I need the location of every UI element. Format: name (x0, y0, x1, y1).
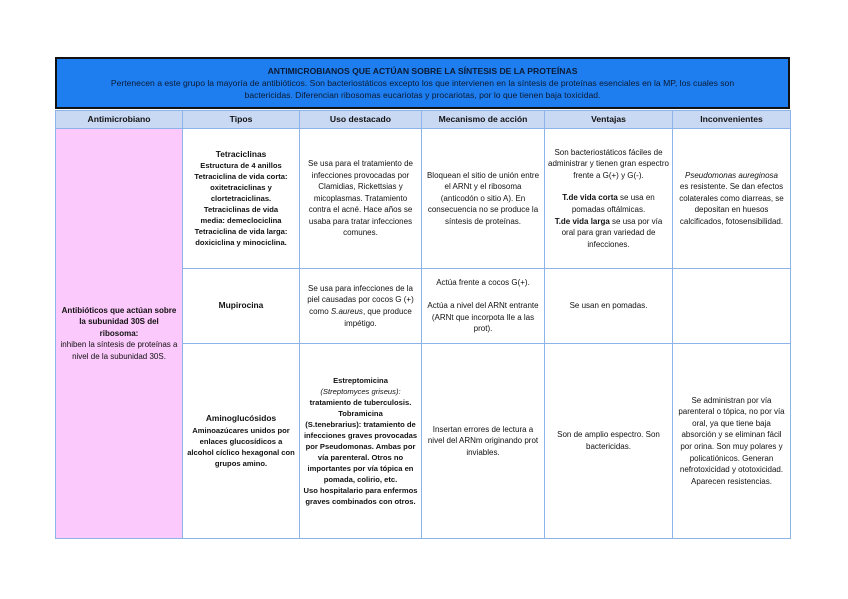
tipo-title: Tetraciclinas (215, 148, 267, 159)
banner-line-1: Pertenecen a este grupo la mayoría de antibióticos. Son bacteriostáticos excepto los que intervienen en la síntesis de proteínas esenciales en la MP, los cuales son (110, 78, 735, 88)
uso-text: (S.tenebrarius): tratamiento de infecciones graves provocadas por Pseudomonas. Ambas por vía parenteral. Otros no importantes por vía tópica en pomada, colirio, etc. (303, 420, 418, 484)
uso-cell (300, 344, 422, 539)
drug-name: Estreptomicina (333, 376, 388, 385)
header-uso: Uso destacado (300, 111, 422, 129)
tipo-line: Tetraciclina de vida larga: (194, 227, 288, 237)
tipos-cell (183, 129, 300, 269)
ventajas-bold: T.de vida corta (562, 193, 618, 203)
tipo-title: Mupirocina (218, 300, 264, 311)
tipo-line: Tetraciclina de vida corta: (194, 172, 288, 182)
header-inconvenientes: Inconvenientes (673, 111, 791, 129)
uso-text: Se usa para el tratamiento de infecciones provocadas por Clamidias, Rickettsias y micoplasmas. Tratamiento contra el acné. Hace años se usaba para tratar infecciones comunes. (308, 158, 413, 238)
ventajas-text: se usa por vía oral para gran variedad de infecciones. (561, 216, 663, 249)
title-banner (55, 57, 790, 109)
mecanismo-cell (422, 129, 545, 269)
group-desc: inhiben la síntesis de proteínas a nivel de la subunidad 30S. (60, 340, 178, 361)
antimicrobials-table (55, 110, 791, 539)
tipo-title: Aminoglucósidos (205, 413, 277, 424)
tipo-line: doxiciclina y minociclina. (195, 238, 287, 248)
mecanismo-cell (422, 269, 545, 344)
inconvenientes-text: es resistente. Se dan efectos colaterales como diarreas, se depositan en huesos calcificados, fotosensibilidad. (679, 182, 784, 226)
tipo-line: clortetraciclinas. (210, 194, 272, 204)
group-cell (56, 129, 183, 539)
header-tipos: Tipos (183, 111, 300, 129)
drug-name: Tobramicina (338, 409, 383, 418)
mecanismo-cell (422, 344, 545, 539)
inconvenientes-cell (673, 344, 791, 539)
organism-name: S.aureus (330, 307, 363, 316)
inconvenientes-cell (673, 129, 791, 269)
ventajas-text: Son bacteriostáticos fáciles de administrar y tienen gran espectro frente a G(+) y G(-). (548, 147, 669, 180)
mecanismo-text: Actúa a nivel del ARNt entrante (ARNt que incorpota Ile a las prot). (427, 300, 539, 334)
banner-line-2: bactericidas. Diferencian ribosomas eucariotas y procariotas, por lo que tienen baja toxicidad. (244, 90, 601, 100)
tipo-line: oxitetraciclinas y (210, 183, 272, 193)
organism-name: (Streptomyces griseus): (320, 387, 401, 396)
ventajas-text: se usa en pomadas oftálmicas. (571, 193, 655, 214)
ventajas-cell (545, 344, 673, 539)
uso-cell (300, 269, 422, 344)
ventajas-cell (545, 269, 673, 344)
banner-title: ANTIMICROBIANOS QUE ACTÚAN SOBRE LA SÍNTESIS DE LA PROTEÍNAS (267, 66, 578, 76)
tipos-cell (183, 344, 300, 539)
header-antimicrobiano: Antimicrobiano (56, 111, 183, 129)
table-row (56, 129, 791, 269)
mecanismo-text: Insertan errores de lectura a nivel del ARNm originando prot inviables. (427, 424, 539, 457)
inconvenientes-text: Se administran por vía parenteral o tópica, no por vía oral, ya que tiene baja absorción y se eliminan fácil por orina. Son muy polares y policatiónicos. Generan nefrotoxicidad y ototoxicidad. Aparecen resistencias. (678, 395, 785, 486)
ventajas-text: Son de amplio espectro. Son bactericidas. (557, 430, 660, 451)
mecanismo-text: Actúa frente a cocos G(+). (436, 278, 530, 288)
header-ventajas: Ventajas (545, 111, 673, 129)
group-title: Antibióticos que actúan sobre la subunidad 30S del ribosoma: (61, 305, 177, 338)
uso-text: Uso hospitalario para enfermos graves combinados con otros. (303, 486, 418, 506)
ventajas-bold: T.de vida larga (554, 216, 610, 226)
tipo-desc: Aminoazúcares unidos por enlaces glucosídicos a alcohol cíclico hexagonal con grupos amino. (187, 425, 295, 468)
tipo-line: media: demeclociclina (200, 216, 282, 226)
organism-name: Pseudomonas aureginosa (685, 170, 778, 180)
ventajas-text: Se usan en pomadas. (569, 301, 648, 311)
uso-cell (300, 129, 422, 269)
uso-text: Se usa para infecciones de la piel causadas por cocos G (+) como (307, 283, 414, 316)
uso-text: tratamiento de tuberculosis. (309, 398, 412, 407)
tipo-line: Tetraciclinas de vida (203, 205, 279, 215)
tipos-cell (183, 269, 300, 344)
tipo-line: Estructura de 4 anillos (200, 161, 282, 171)
ventajas-cell (545, 129, 673, 269)
uso-text: , que produce impétigo. (344, 307, 412, 328)
inconvenientes-cell (673, 269, 791, 344)
header-mecanismo: Mecanismo de acción (422, 111, 545, 129)
document-sheet (55, 57, 790, 539)
mecanismo-text: Bloquean el sitio de unión entre el ARNt y el ribosoma (anticodón o sitio A). En consecuencia no se produce la síntesis de proteínas. (426, 170, 540, 226)
header-row (56, 111, 791, 129)
